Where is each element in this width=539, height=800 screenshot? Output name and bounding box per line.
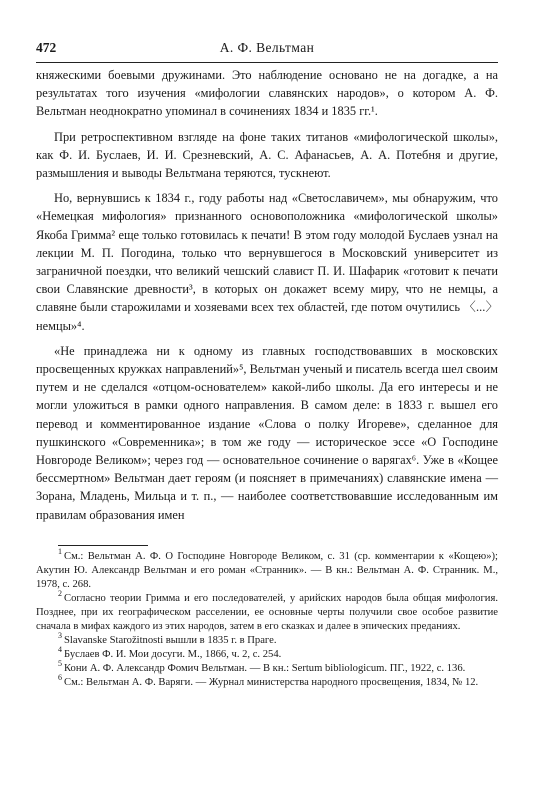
paragraph: княжескими боевыми дружинами. Это наблюдение основано не на догадке, а на результатах того изучения «мифологии славянских народов», о котором А. Ф. Вельтман неоднократно упоминал в сочинениях 1834 и 1835 гг.¹. (36, 68, 498, 119)
footnote-text: Согласно теории Гримма и его последователей, у арийских народов была общая мифология. Позднее, при их географическом расселении, ее основные черты получили свое особое развитие сначала в мифах каждого из этих народов, затем в его сказках и далее в эпических преданиях. (36, 593, 498, 632)
footnote (36, 547, 498, 592)
page-header (36, 40, 498, 60)
footnote-number: 5 (58, 659, 62, 669)
footnote-text: Кони А. Ф. Александр Фомич Вельтман. — В кн.: Sertum bibliologicum. ПГ., 1922, с. 136. (64, 663, 466, 674)
footnote (36, 645, 498, 662)
main-text (36, 66, 498, 531)
footnote-text: Буслаев Ф. И. Мои досуги. М., 1866, ч. 2, с. 254. (64, 649, 282, 660)
footnote (36, 673, 498, 690)
footnote (36, 631, 498, 648)
header-rule (36, 62, 498, 63)
footnote (36, 589, 498, 634)
footnote-number: 6 (58, 673, 62, 683)
footnote-text: См.: Вельтман А. Ф. О Господине Новгороде Великом, с. 31 (ср. комментарии к «Кощею»); Акутин Ю. Александр Вельтман и его роман «Странник». — В кн.: Вельтман А. Ф. Странник. М., 1978, с. 268. (36, 551, 498, 590)
footnote-number: 4 (58, 645, 62, 655)
footnote (36, 659, 498, 676)
paragraph: «Не принадлежа ни к одному из главных господствовавших в московских просвещенных кружках направлений»⁵, Вельтман ученый и писатель всегда шел своим путем и не сделался «отцом-основателем» какой-либо школы. Да его интересы и не могли уложиться в рамки одного направления. В самом деле: в 1833 г. вышел его перевод и комментированное издание «Слова о полку Игореве», сделанное для пушкинского «Современника»; в том же году — историческое эссе «О Господине Новгороде Великом»; через год — основательное сочинение о варягах⁶. Уже в «Кощее бессмертном» Вельтман дает героям (и поясняет в примечаниях) славянские имена — Зорана, Младень, Мильца и т. п., — наиболее соответствовавшие исследованным им правилам образования имен (36, 343, 498, 522)
footnote-text: См.: Вельтман А. Ф. Варяги. — Журнал министерства народного просвещения, 1834, № 12. (64, 677, 479, 688)
paragraph: Но, вернувшись к 1834 г., году работы над «Светославичем», мы обнаружим, что «Немецкая мифология» признанного основоположника «мифологической школы» Якоба Гримма² еще только готовилась к печати! В этом году молодой Буслаев узнал на лекции М. П. Погодина, только что вернувшегося в Московский университет из заграничной поездки, что великий чешский славист П. И. Шафарик «готовит к печати свои Славянские древности³, в которых он докажет всему миру, что не немцы, а славяне были старожилами и хозяевами всех тех областей, где потом очутились 〈...〉 немцы»⁴. (36, 191, 498, 333)
page-number: 472 (36, 40, 57, 55)
footnotes-rule (58, 545, 148, 546)
paragraph: При ретроспективном взгляде на фоне таких титанов «мифологической школы», как Ф. И. Буслаев, И. И. Срезневский, А. С. Афанасьев, А. А. Потебня и другие, размышления и выводы Вельтмана теряются, тускнеют. (36, 129, 498, 181)
footnote-number: 1 (58, 547, 62, 557)
footnotes (36, 547, 498, 690)
footnote-number: 3 (58, 631, 62, 641)
footnote-number: 2 (58, 589, 62, 599)
footnote-text: Slavanske Starožitnosti вышли в 1835 г. в Праге. (64, 635, 277, 646)
running-title: А. Ф. Вельтман (219, 40, 315, 55)
